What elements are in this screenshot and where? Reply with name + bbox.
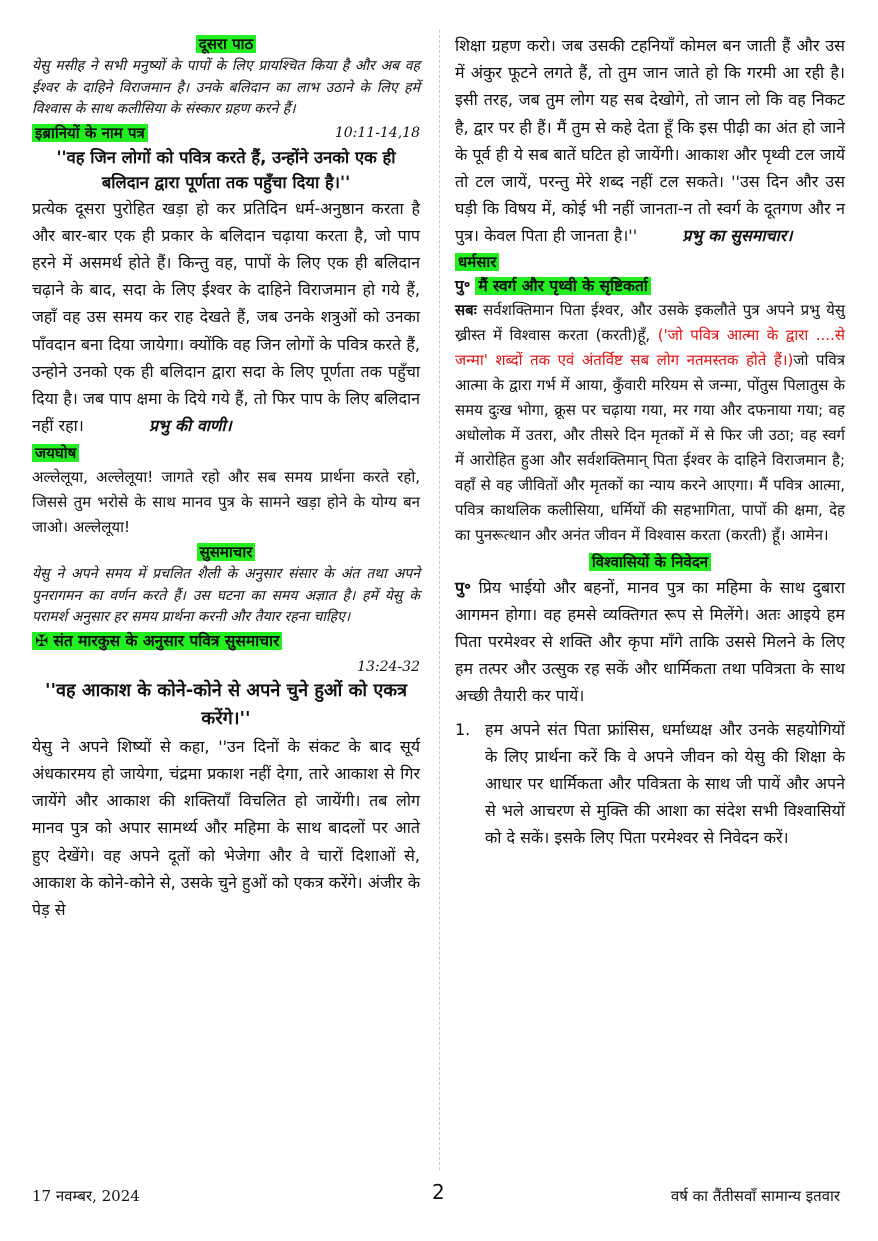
second-reading-body: प्रत्येक दूसरा पुरोहित खड़ा हो कर प्रतिदिन धर्म-अनुष्ठान करता है और बार-बार एक ही प्रकार के बलिदान चढ़ाया करता है, जो पाप हरने में असमर्थ होते हैं। किन्तु वह, पापों के लिए एक ही बलिदान चढ़ाने के बाद, सदा के लिए ईश्वर के दाहिने विराजमान हो गये हैं, जहाँ वह उस समय कर राह देखते हैं, जब उनके शत्रुओं को उनका पाँवदान बना दिया जायेगा। क्योंकि वह जिन लोगों के पवित्र करते हैं, उन्होने उनको एक ही बलिदान द्वारा सदा के लिए पूर्णता तक पहुँचा दिया है। जब पाप क्षमा के दिये गये हैं, तो फिर पाप के लिए बलिदान नहीं रहा।: [32, 198, 420, 436]
gospel-body-right: शिक्षा ग्रहण करो। जब उसकी टहनियाँ कोमल बन जाती हैं और उस में अंकुर फूटने लगते हैं, तो तुम जान जाते हो कि गरमी आ रही है। इसी तरह, जब तुम लोग यह सब देखोगे, तो जान लो कि वह निकट है, द्वार पर ही हैं। मैं तुम से कहे देता हूँ कि इस पीढ़ी का अंत हो जाने के पूर्व ही ये सब बातें घटित हो जायेंगी। आकाश और पृथ्वी टल जायें तो टल जायें, परन्तु मेरे शब्द नहीं टल सकते। ''उस दिन और उस घड़ी कि विषय में, कोई भी नहीं जानता-न तो स्वर्ग के दूतगण और न पुत्र। केवल पिता ही जानता है।'': [455, 36, 845, 246]
second-reading-book-row: [32, 121, 420, 145]
prayers-title: विश्वासियों के निवेदन: [589, 553, 711, 571]
creed-priest-line: मैं स्वर्ग और पृथ्वी के सृष्टिकर्ता: [475, 277, 650, 295]
creed-text-1: सर्वशक्तिमान पिता ईश्वर, और उसके इकलौते पुत्र अपने प्रभु येसु ख्रीस्त में विश्वास करता (करती)हूँ,: [455, 300, 845, 344]
gospel-intro: येसु ने अपने समय में प्रचलित शैली के अनुसार संसार के अंत तथा अपने पुनरागमन का वर्णन करते हैं। उस घटना का समय अज्ञात है। हमें येसु के परामर्श अनुसार हर समय प्रार्थना करनी और तैयार रहना चाहिए।: [32, 566, 420, 626]
right-column: [455, 32, 845, 852]
prayers-intro-text: प्रिय भाईयो और बहनों, मानव पुत्र का महिमा के साथ दुबारा आगमन होगा। वह हमसे व्यक्तिगत रूप से मिलेंगे। अतः आइये हम पिता परमेश्वर से शक्ति और कृपा माँगे ताकि उससे मिलने के लिए हम तत्पर और उत्सुक रह सकें और धार्मिकता तथा पवित्रता के साथ अच्छी तैयारी कर पायें।: [455, 577, 845, 706]
creed-priest-row: [455, 274, 845, 298]
prayers-heading: [455, 550, 845, 574]
footer-occasion: वर्ष का तैंतीसवाँ सामान्य इतवार: [670, 1187, 840, 1205]
creed-heading: [455, 250, 845, 274]
gospel-reference: 13:24-32: [357, 658, 420, 675]
second-reading-heading: [32, 32, 420, 56]
gospel-book-row: [32, 629, 420, 653]
second-reading-closing: प्रभु की वाणी।: [148, 416, 232, 436]
prayer-item-text: हम अपने संत पिता फ्रांसिस, धर्माध्यक्ष और उनके सहयोगियों के लिए प्रार्थना करें कि वे अपने जीवन को येसु की शिक्षा के आधार पर धार्मिकता और पवित्रता के साथ जी पायें और अपने से भले आचरण से मुक्ति की आशा का संदेश सभी विश्वासियों को दे सकें। इसके लिए पिता परमेश्वर से निवेदन करें।: [485, 719, 845, 848]
page-footer: [32, 1180, 840, 1210]
acclamation-title: जयघोष: [32, 444, 79, 462]
second-reading-title: दूसरा पाठ: [196, 35, 256, 53]
prayers-priest-label: पु॰: [455, 577, 471, 597]
prayer-item: [455, 716, 845, 852]
creed-red-note: ('जो पवित्र आत्मा के द्वारा ....से जन्मा' शब्दों तक एवं अंतर्विष्ट सब लोग नतमस्तक होते हैं।): [455, 325, 845, 369]
second-reading-quote: ''वह जिन लोगों को पवित्र करते हैं, उन्होंने उनको एक ही बलिदान द्वारा पूर्णता तक पहुँचा दिया है।'': [56, 147, 396, 192]
creed-all-label: सबः: [455, 300, 477, 319]
gospel-text-left: येसु ने अपने शिष्यों से कहा, ''उन दिनों के संकट के बाद सूर्य अंधकारमय हो जायेगा, चंद्रमा प्रकाश नहीं देगा, तारे आकाश से गिर जायेंगे और आकाश की शक्तियाँ विचलित हो जायेंगी। तब लोग मानव पुत्र को अपार सामर्थ्य और महिमा के साथ बादलों पर आते हुए देखेंगे। वह अपने दूतों को भेजेगा और वे चारों दिशाओं से, आकाश के कोने-कोने से, उसके चुने हुओं को एकत्र करेंगे। अंजीर के पेड़ से: [32, 736, 420, 920]
creed-text: [455, 298, 845, 548]
creed-priest-label: पु॰: [455, 276, 471, 295]
second-reading-intro: येसु मसीह ने सभी मनुष्यों के पापों के लिए प्रायश्चित किया है और अब वह ईश्वर के दाहिने विराजमान है। उनके बलिदान का लाभ उठाने के लिए हमें विश्वास के साथ कलीसिया के संस्कार ग्रहण करने हैं।: [32, 58, 420, 117]
gospel-ref-row: [32, 653, 420, 677]
prayers-intro: [455, 574, 845, 710]
second-reading-reference: 10:11-14,18: [334, 124, 420, 141]
page-number: 2: [432, 1180, 445, 1204]
gospel-heading: [32, 540, 420, 564]
column-divider: [439, 30, 440, 1170]
gospel-text-right: [455, 32, 845, 250]
second-reading-book: इब्रानियों के नाम पत्र: [32, 124, 148, 142]
creed-text-2: जो पवित्र आत्मा के द्वारा गर्भ में आया, कुँवारी मरियम से जन्मा, पोंतुस पिलातुस के समय दुःख भोगा, क्रूस पर चढ़ाया गया, मर गया और दफनाया गया; वह अधोलोक में उतरा, और तीसरे दिन मृतकों में से फिर जी उठा; वह स्वर्ग में आरोहित हुआ और सर्वशक्तिमान् पिता ईश्वर के दाहिने विराजमान है; वहाँ से वह जीवितों और मृतकों का न्याय करने आएगा। मैं पवित्र आत्मा, पवित्र काथलिक कलीसिया, धर्मियों की सहभागिता, पापों की क्षमा, देह का पुनरूत्थान और अनंत जीवन में विश्वास करता (करती) हूँ। आमेन।: [455, 350, 845, 544]
gospel-title: सुसमाचार: [197, 543, 256, 561]
cross-icon: ✠: [35, 631, 48, 650]
prayer-item-number: 1.: [455, 719, 471, 739]
second-reading-text: [32, 195, 420, 440]
acclamation-text: अल्लेलूया, अल्लेलूया! जागते रहो और सब समय प्रार्थना करते रहो, जिससे तुम भरोसे के साथ मानव पुत्र के सामने खड़ा होने के योग्य बन जाओ। अल्लेलूया!: [32, 468, 420, 537]
footer-date: 17 नवम्बर, 2024: [32, 1187, 140, 1205]
gospel-book-highlight: [32, 632, 282, 650]
gospel-closing: प्रभु का सुसमाचार।: [682, 226, 793, 246]
acclamation-heading: [32, 441, 420, 465]
gospel-quote: ''वह आकाश के कोने-कोने से अपने चुने हुओं को एकत्र करेंगे।'': [44, 679, 408, 729]
gospel-book: संत मारकुस के अनुसार पवित्र सुसमाचार: [53, 631, 280, 650]
left-column: [32, 32, 420, 923]
creed-title: धर्मसार: [455, 253, 499, 271]
